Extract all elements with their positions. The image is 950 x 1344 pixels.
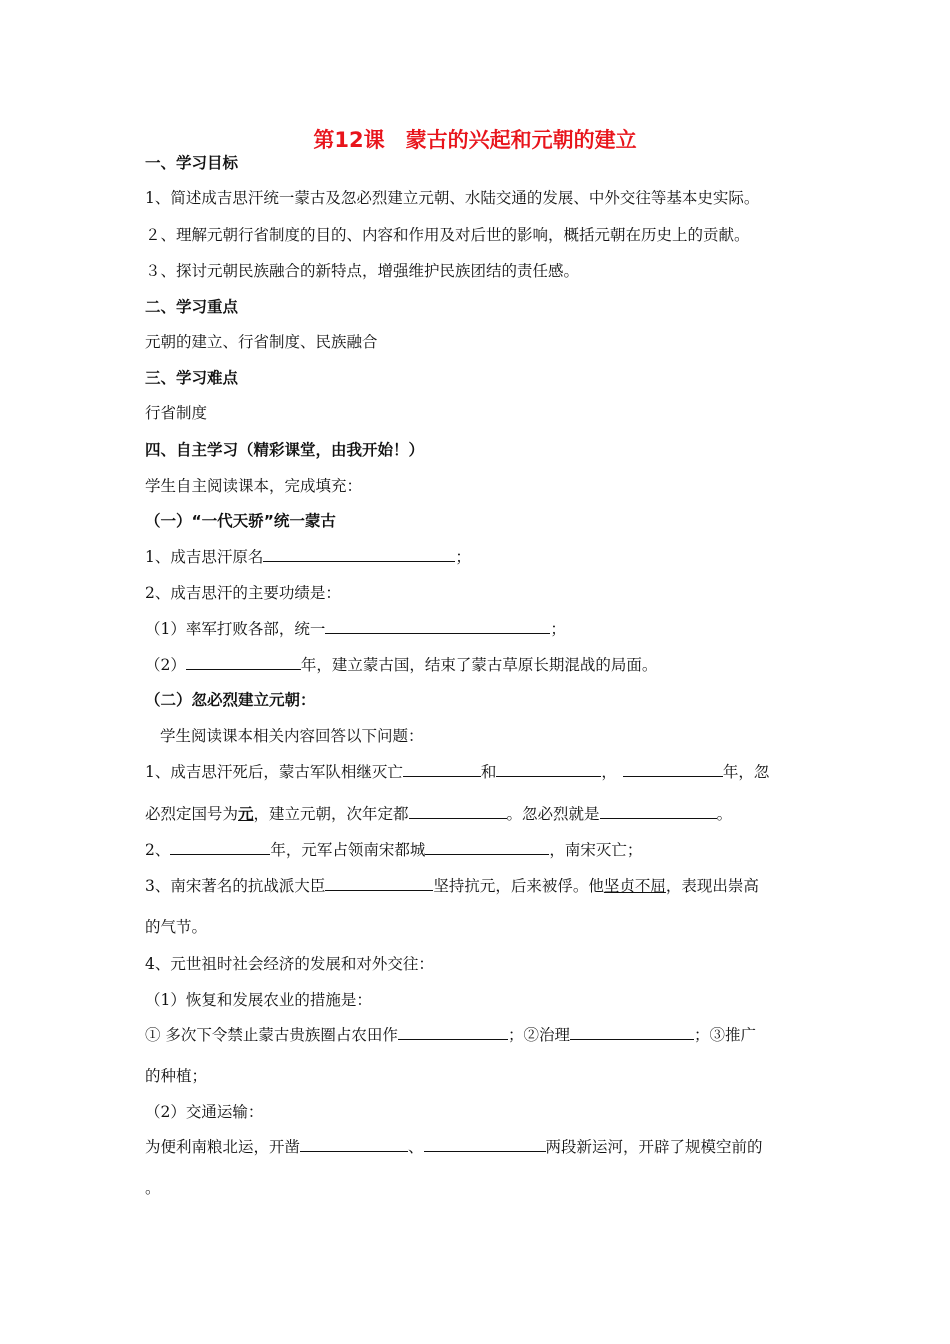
- fill-blank[interactable]: [600, 803, 717, 819]
- fill-blank[interactable]: [403, 761, 481, 777]
- fill-blank[interactable]: [300, 1136, 408, 1152]
- question-text: 1、成吉思汗死后，蒙古军队相继灭亡: [145, 763, 403, 781]
- fill-blank[interactable]: [170, 839, 270, 855]
- question-line: （1）恢复和发展农业的措施是：: [145, 991, 372, 1009]
- question-text: 、: [408, 1138, 424, 1156]
- question-text: 年，建立蒙古国，结束了蒙古草原长期混战的局面。: [300, 656, 658, 674]
- difficulties-text: 行省制度: [145, 404, 208, 422]
- section-heading-objectives: 一、学习目标: [145, 154, 239, 172]
- question-line: [145, 546, 471, 568]
- question-text: ；: [455, 548, 471, 566]
- question-line: [145, 618, 566, 640]
- question-line: 的气节。: [145, 918, 208, 936]
- part1-heading: （一）“一代天骄”统一蒙古: [145, 512, 336, 530]
- question-text: ；: [550, 620, 566, 638]
- objective-item: 1、简述成吉思汗统一蒙古及忽必烈建立元朝、水陆交通的发展、中外交往等基本史实际。: [145, 189, 760, 207]
- question-text: 坚持抗元，后来被俘。他: [433, 877, 604, 895]
- question-text: 两段新运河，开辟了规模空前的: [545, 1138, 763, 1156]
- fill-blank[interactable]: [325, 875, 433, 891]
- question-text: （1）率军打败各部，统一: [145, 620, 326, 638]
- question-text: 年，忽: [722, 763, 770, 781]
- fill-blank[interactable]: [425, 839, 549, 855]
- question-line: [145, 839, 642, 861]
- question-line: 4、元世祖时社会经济的发展和对外交往：: [145, 955, 434, 973]
- question-line: [145, 875, 759, 897]
- section-heading-difficulties: 三、学习难点: [145, 369, 239, 387]
- question-line: （2）交通运输：: [145, 1103, 264, 1121]
- question-line: [145, 761, 769, 783]
- part2-heading: （二）忽必烈建立元朝：: [145, 691, 316, 709]
- section-heading-key-points: 二、学习重点: [145, 298, 239, 316]
- fill-blank[interactable]: [186, 654, 301, 670]
- fill-blank[interactable]: [263, 546, 455, 562]
- fill-blank[interactable]: [325, 618, 550, 634]
- question-text: ，: [601, 763, 617, 781]
- question-text: 。忽必烈就是: [506, 805, 600, 823]
- fill-blank[interactable]: [496, 761, 601, 777]
- question-text: 年，元军占领南宋都城: [270, 841, 426, 859]
- question-line: [145, 1024, 756, 1046]
- question-line: 2、成吉思汗的主要功绩是：: [145, 584, 341, 602]
- question-line: [145, 1136, 763, 1158]
- fill-blank[interactable]: [409, 803, 507, 819]
- question-text: 。: [716, 805, 733, 823]
- objective-item: ２、理解元朝行省制度的目的、内容和作用及对后世的影响，概括元朝在历史上的贡献。: [145, 226, 750, 244]
- page-title: 第12课 蒙古的兴起和元朝的建立: [313, 128, 637, 152]
- fill-blank[interactable]: [398, 1024, 508, 1040]
- question-line: 的种植；: [145, 1067, 208, 1085]
- question-text: ；③推广: [693, 1026, 756, 1044]
- question-text: 3、南宋著名的抗战派大臣: [145, 877, 326, 895]
- fill-blank[interactable]: [623, 761, 723, 777]
- question-text: （2）: [145, 656, 186, 674]
- section-heading-self-study: 四、自主学习（精彩课堂，由我开始！）: [145, 441, 425, 459]
- question-text: ；②治理: [507, 1026, 570, 1044]
- question-text: 必烈定国号为: [145, 805, 239, 823]
- question-text: ，表现出崇高: [665, 877, 759, 895]
- fill-blank[interactable]: [570, 1024, 694, 1040]
- part2-intro: 学生阅读课本相关内容回答以下问题：: [160, 727, 424, 745]
- emphasized-text: 元: [238, 804, 254, 823]
- question-line: 。: [145, 1179, 161, 1197]
- fill-blank[interactable]: [424, 1136, 546, 1152]
- question-text: 2、: [145, 841, 171, 859]
- question-text: 为便利南粮北运，开凿: [145, 1138, 301, 1156]
- question-text: 1、成吉思汗原名: [145, 548, 264, 566]
- question-text: ① 多次下令禁止蒙古贵族圈占农田作: [145, 1026, 398, 1044]
- self-study-intro: 学生自主阅读课本，完成填充：: [145, 477, 363, 495]
- question-text: ，建立元朝，次年定都: [253, 805, 409, 823]
- question-line: [145, 654, 657, 676]
- question-text: 和: [480, 763, 497, 781]
- question-line: [145, 803, 732, 825]
- objective-item: ３、探讨元朝民族融合的新特点，增强维护民族团结的责任感。: [145, 262, 580, 280]
- question-text: ，南宋灭亡；: [549, 841, 643, 859]
- key-points-text: 元朝的建立、行省制度、民族融合: [145, 333, 378, 351]
- underlined-text: 坚贞不屈: [603, 877, 666, 895]
